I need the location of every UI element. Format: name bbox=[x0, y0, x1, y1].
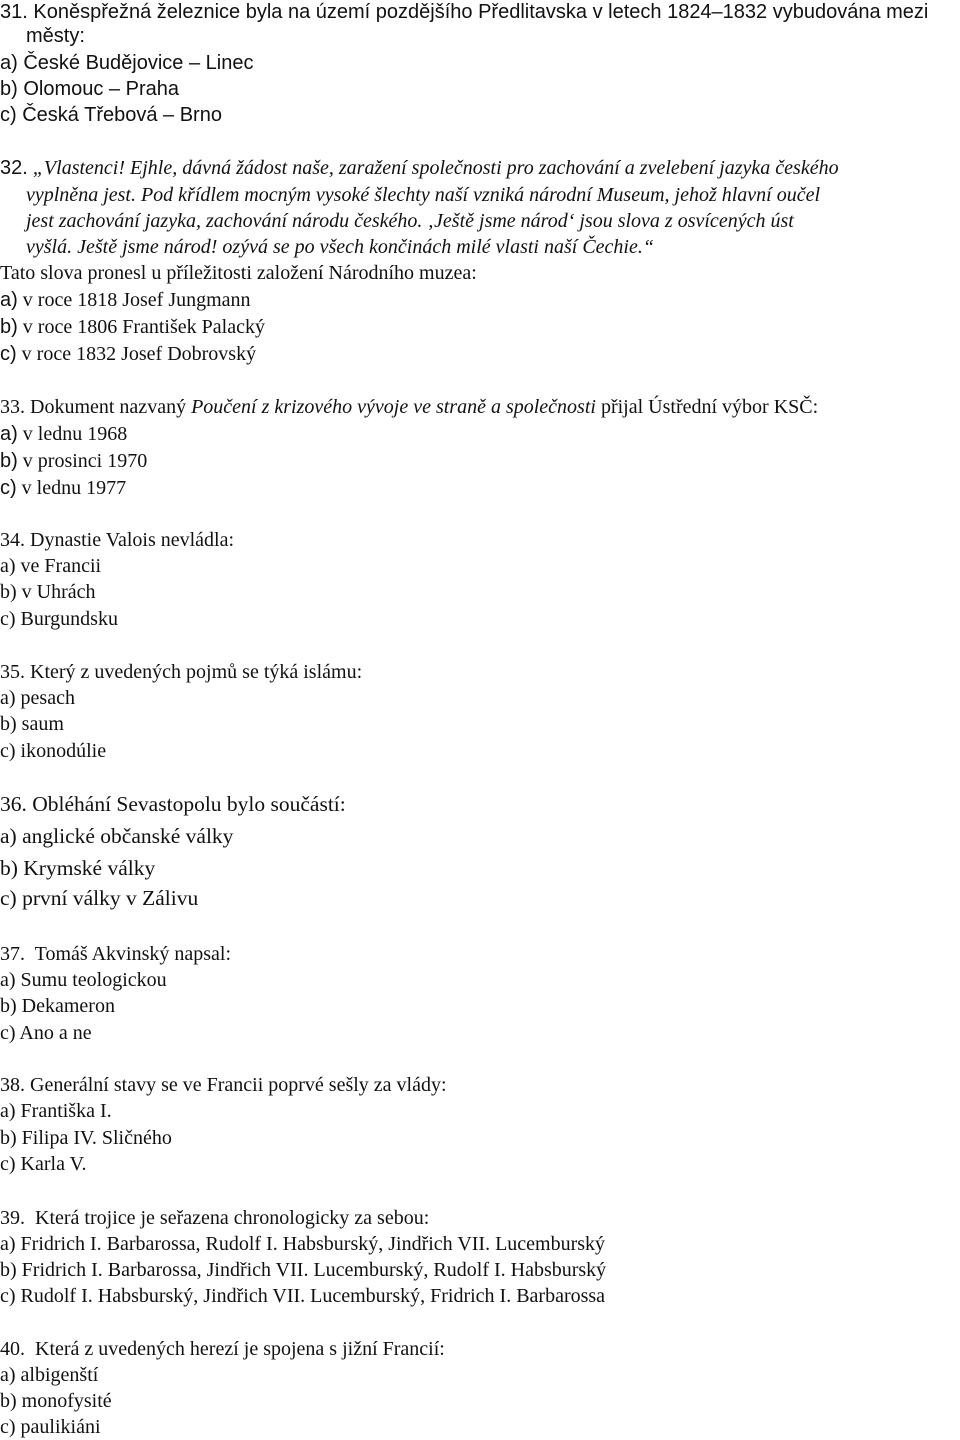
question-32-number: 32. bbox=[0, 157, 28, 179]
question-34-number: 34. bbox=[0, 529, 25, 551]
question-36-option-a: a) anglické občanské války bbox=[0, 824, 234, 848]
question-33-option-c bbox=[0, 475, 960, 501]
question-36-option-c: c) první války v Zálivu bbox=[0, 886, 199, 910]
question-35-text bbox=[0, 659, 960, 685]
question-38-text bbox=[0, 1072, 960, 1098]
option-text: v roce 1818 Josef Jungmann bbox=[22, 289, 251, 311]
question-39-option-b: b) Fridrich I. Barbarossa, Jindřich VII. Lucemburský, Rudolf I. Habsburský bbox=[0, 1259, 607, 1281]
option-letter: c) bbox=[0, 343, 17, 365]
question-37-option-b: b) Dekameron bbox=[0, 995, 115, 1017]
question-36-number: 36. bbox=[0, 792, 27, 816]
question-40-option-b: b) monofysité bbox=[0, 1390, 112, 1412]
question-32-option-c bbox=[0, 341, 960, 367]
question-34-option-a: a) ve Francii bbox=[0, 555, 102, 577]
question-33-number: 33. bbox=[0, 396, 25, 418]
question-38-label: Generální stavy se ve Francii poprvé sešly za vlády: bbox=[30, 1074, 447, 1096]
question-32-quote-line2: vyplněna jest. Pod křídlem mocným vysoké šlechty naší vzniká národní Museum, jehož hlavní oučel bbox=[26, 184, 821, 206]
question-40-number: 40. bbox=[0, 1338, 25, 1360]
question-35-number: 35. bbox=[0, 661, 25, 683]
question-40-text bbox=[0, 1336, 960, 1362]
question-33-option-b bbox=[0, 448, 960, 474]
question-32-quote-text: „Vlastenci! Ejhle, dávná žádost naše, zaražení společnosti pro zachování a zvelebení jazyka českého bbox=[32, 157, 839, 179]
question-36-option-b: b) Krymské války bbox=[0, 856, 156, 880]
question-38-option-a: a) Františka I. bbox=[0, 1100, 112, 1122]
question-34-option-c: c) Burgundsku bbox=[0, 608, 118, 630]
question-31-number: 31. bbox=[0, 1, 28, 23]
question-37-option-c: c) Ano a ne bbox=[0, 1022, 92, 1044]
question-31-text-line1: Koněspřežná železnice byla na území pozdějšího Předlitavska v letech 1824–1832 vybudována mezi bbox=[33, 1, 929, 23]
question-39-number: 39. bbox=[0, 1207, 25, 1229]
question-35-option-a: a) pesach bbox=[0, 687, 75, 709]
question-32-text: Tato slova pronesl u příležitosti založení Národního muzea: bbox=[0, 262, 477, 284]
question-35-option-b: b) saum bbox=[0, 713, 64, 735]
option-letter: c) bbox=[0, 477, 17, 499]
question-34-text bbox=[0, 527, 960, 553]
question-39-label: Která trojice je seřazena chronologicky za sebou: bbox=[35, 1207, 430, 1229]
question-39-option-a: a) Fridrich I. Barbarossa, Rudolf I. Habsburský, Jindřich VII. Lucemburský bbox=[0, 1233, 606, 1255]
question-35-label: Který z uvedených pojmů se týká islámu: bbox=[30, 661, 363, 683]
option-letter: a) bbox=[0, 423, 18, 445]
question-34-option-b: b) v Uhrách bbox=[0, 581, 96, 603]
question-40-option-c: c) paulikiáni bbox=[0, 1416, 101, 1438]
question-32-option-b bbox=[0, 314, 960, 340]
question-37-label: Tomáš Akvinský napsal: bbox=[34, 943, 232, 965]
question-39-text bbox=[0, 1205, 960, 1231]
question-32-quote-line3: jest zachování jazyka, zachování národu českého. ‚Ještě jsme národ‘ jsou slova z osvícených úst bbox=[26, 210, 794, 232]
question-36-label: Obléhání Sevastopolu bylo součástí: bbox=[32, 792, 346, 816]
question-38-option-c: c) Karla V. bbox=[0, 1153, 87, 1175]
question-32-quote-line1 bbox=[0, 155, 960, 181]
question-32-option-a bbox=[0, 287, 960, 313]
question-35-option-c: c) ikonodúlie bbox=[0, 740, 107, 762]
question-38-option-b: b) Filipa IV. Sličného bbox=[0, 1127, 172, 1149]
question-33-text-b: přijal Ústřední výbor KSČ: bbox=[600, 396, 819, 418]
question-36-text bbox=[0, 791, 960, 817]
question-31-option-a: a) České Budějovice – Linec bbox=[0, 52, 254, 74]
question-33-option-a bbox=[0, 421, 960, 447]
question-32-quote-line4: vyšlá. Ještě jsme národ! ozývá se po všech končinách milé vlasti naší Čechie.“ bbox=[26, 236, 654, 258]
question-37-number: 37. bbox=[0, 943, 25, 965]
question-34-label: Dynastie Valois nevládla: bbox=[30, 529, 235, 551]
question-38-number: 38. bbox=[0, 1074, 25, 1096]
question-33-text bbox=[0, 394, 960, 420]
question-31-option-c: c) Česká Třebová – Brno bbox=[0, 104, 222, 126]
question-31-text bbox=[0, 0, 960, 25]
option-text: v roce 1806 František Palacký bbox=[22, 316, 265, 338]
option-text: v lednu 1968 bbox=[22, 423, 128, 445]
question-33-document-title: Poučení z krizového vývoje ve straně a společnosti bbox=[191, 396, 596, 418]
question-37-option-a: a) Sumu teologickou bbox=[0, 969, 167, 991]
option-text: v roce 1832 Josef Dobrovský bbox=[21, 343, 257, 365]
option-text: v lednu 1977 bbox=[21, 477, 127, 499]
option-letter: b) bbox=[0, 316, 18, 338]
question-40-label: Která z uvedených herezí je spojena s jižní Francií: bbox=[35, 1338, 445, 1360]
question-40-option-a: a) albigenští bbox=[0, 1364, 99, 1386]
question-39-option-c: c) Rudolf I. Habsburský, Jindřich VII. Lucemburský, Fridrich I. Barbarossa bbox=[0, 1285, 606, 1307]
option-text: v prosinci 1970 bbox=[22, 450, 148, 472]
question-31-text-line2: městy: bbox=[26, 25, 85, 47]
question-31-option-b: b) Olomouc – Praha bbox=[0, 78, 179, 100]
option-letter: b) bbox=[0, 450, 18, 472]
option-letter: a) bbox=[0, 289, 18, 311]
question-37-text bbox=[0, 941, 960, 967]
question-33-text-a: Dokument nazvaný bbox=[30, 396, 187, 418]
